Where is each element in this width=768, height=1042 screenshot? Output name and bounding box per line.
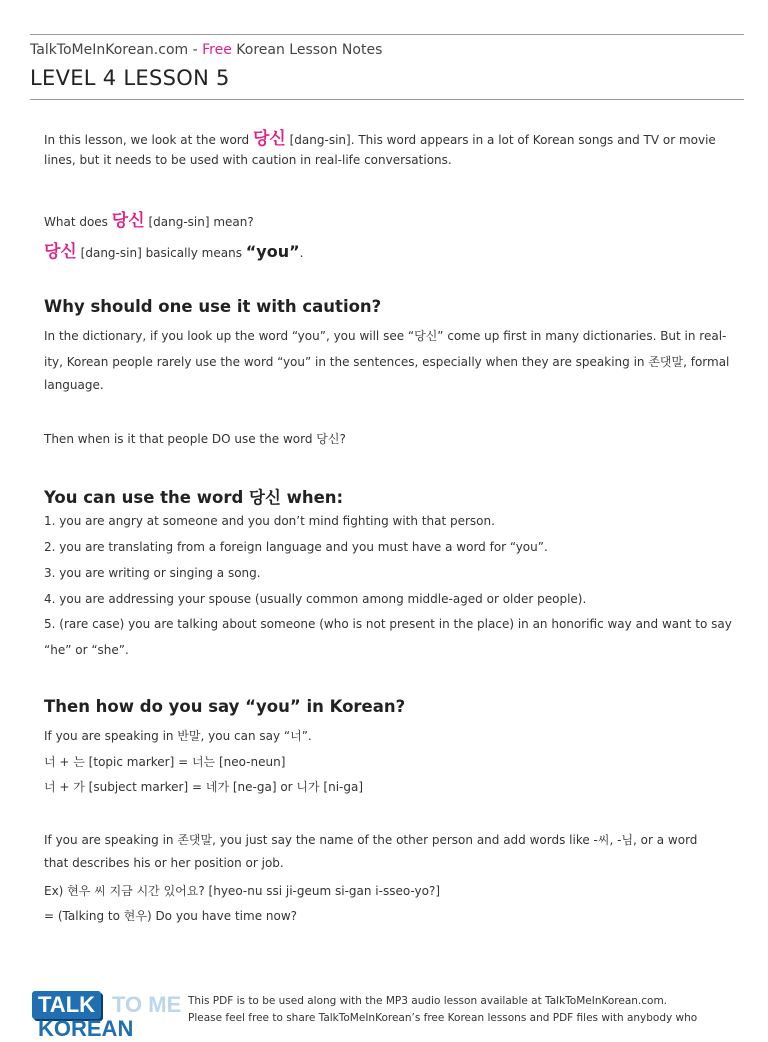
intro-line-2: lines, but it needs to be used with caution in real-life conversations.	[44, 153, 452, 167]
intro-text-a: In this lesson, we look at the word	[44, 133, 253, 147]
you-word: “you”	[245, 242, 300, 261]
meaning-question	[44, 206, 254, 231]
footer-line-2: Please feel free to share TalkToMeInKorean’s free Korean lessons and PDF files with anybody who	[188, 1012, 698, 1024]
caution-line-1: In the dictionary, if you look up the word “you”, you will see “당신” come up first in many dictionaries. But in real-	[44, 329, 727, 343]
how-line-2: 너 + 는 [topic marker] = 너는 [neo-neun]	[44, 755, 286, 769]
footer-line-1: This PDF is to be used along with the MP3 audio lesson available at TalkToMeInKorean.com.	[188, 995, 668, 1007]
logo-korean: KOREAN	[38, 1016, 134, 1041]
keyword: 당신	[252, 129, 286, 149]
answer-end: .	[299, 246, 304, 260]
usage-item: 5. (rare case) you are talking about someone (who is not present in the place) in an honorific way and want to say	[44, 617, 732, 631]
site-suffix: Korean Lesson Notes	[231, 42, 383, 58]
answer-text: [dang-sin] basically means	[76, 246, 246, 260]
caution-line-3: language.	[44, 378, 104, 392]
site-name: TalkToMeInKorean.com -	[30, 42, 203, 58]
logo-tome: TO ME	[112, 992, 182, 1017]
how-heading: Then how do you say “you” in Korean?	[44, 697, 406, 716]
example-translation: = (Talking to 현우) Do you have time now?	[44, 909, 298, 923]
intro-line-1	[44, 124, 716, 149]
logo-talk: TALK	[32, 991, 101, 1019]
usage-item: 3. you are writing or singing a song.	[44, 566, 261, 580]
how-line-1: If you are speaking in 반말, you can say “너”.	[44, 729, 312, 743]
usage-item: 2. you are translating from a foreign language and you must have a word for “you”.	[44, 540, 548, 554]
intro-text-b: [dang-sin]. This word appears in a lot of Korean songs and TV or movie	[285, 133, 716, 147]
keyword: 당신	[44, 242, 77, 262]
lesson-title: LEVEL 4 LESSON 5	[30, 66, 230, 90]
header-top-rule	[30, 34, 744, 35]
question-text-a: What does	[44, 215, 112, 229]
how-line-3: 너 + 가 [subject marker] = 네가 [ne-ga] or 니가 [ni-ga]	[44, 780, 364, 794]
how-line-5: that describes his or her position or job.	[44, 856, 284, 870]
usage-item: 4. you are addressing your spouse (usually common among middle-aged or older people).	[44, 592, 587, 606]
keyword: 당신	[111, 211, 145, 231]
caution-line-4: Then when is it that people DO use the word 당신?	[44, 432, 346, 446]
meaning-answer	[44, 237, 303, 262]
usage-item: 1. you are angry at someone and you don’t mind fighting with that person.	[44, 514, 495, 528]
talktomeinkorean-logo	[30, 988, 182, 1041]
free-label: Free	[202, 42, 232, 58]
usage-item-continued: “he” or “she”.	[44, 643, 129, 657]
example-line: Ex) 현우 씨 지금 시간 있어요? [hyeo-nu ssi ji-geum si-gan i-sseo-yo?]	[44, 884, 441, 898]
header-bottom-rule	[30, 99, 744, 100]
usage-heading: You can use the word 당신 when:	[44, 488, 344, 507]
question-text-b: [dang-sin] mean?	[144, 215, 254, 229]
caution-heading: Why should one use it with caution?	[44, 297, 382, 316]
how-line-4: If you are speaking in 존댓말, you just say the name of the other person and add words like -씨, -님, or a word	[44, 833, 698, 847]
caution-line-2: ity, Korean people rarely use the word “you” in the sentences, especially when they are speaking in 존댓말, formal	[44, 355, 730, 369]
site-line	[30, 42, 382, 58]
